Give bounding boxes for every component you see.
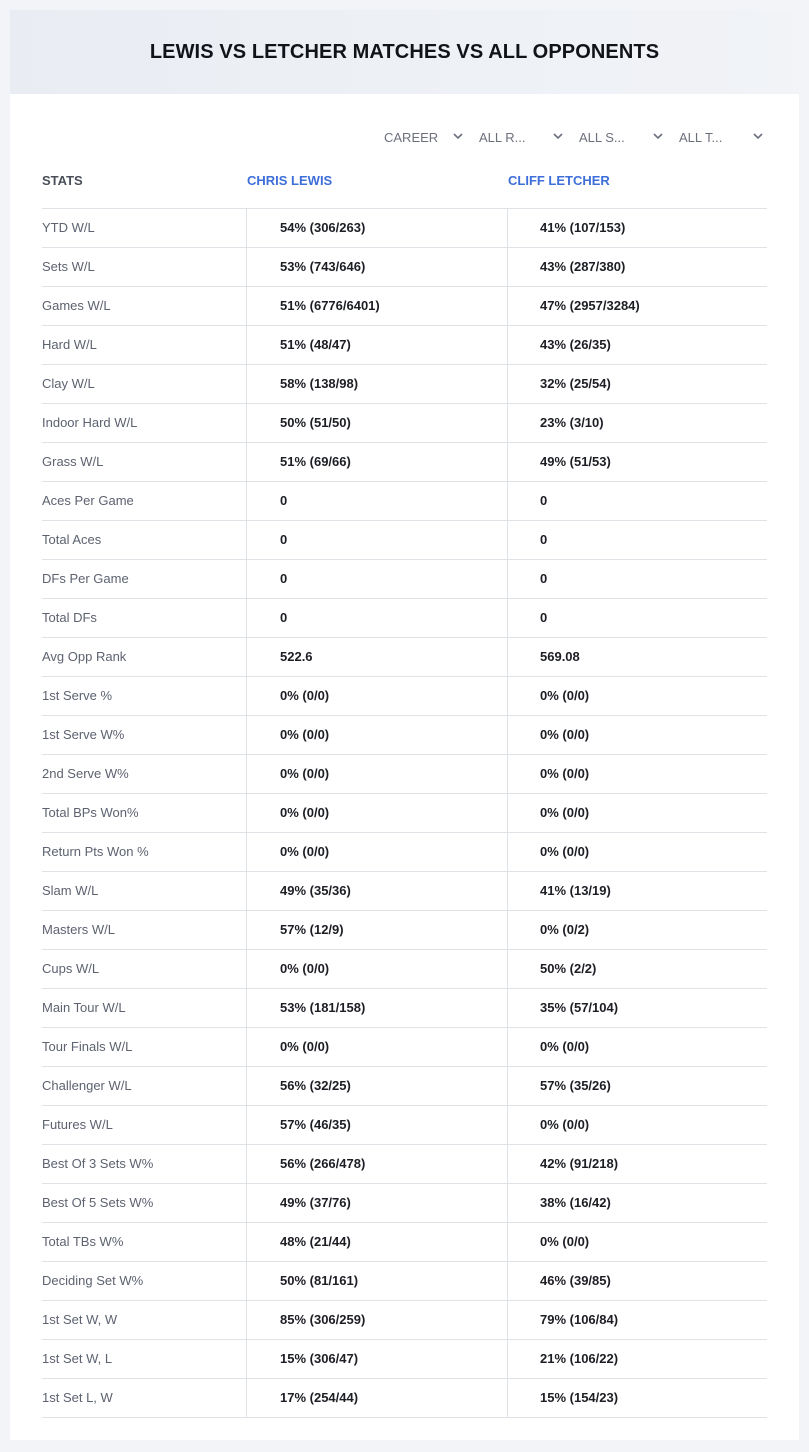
player1-value: 85% (306/259) — [280, 1312, 366, 1327]
stat-label: Total BPs Won% — [42, 805, 139, 820]
filter-period-select[interactable] — [384, 126, 464, 148]
player2-value: 569.08 — [540, 649, 580, 664]
stat-label: Deciding Set W% — [42, 1273, 144, 1288]
table-row — [42, 521, 767, 560]
player1-value: 53% (743/646) — [280, 259, 366, 274]
chevron-down-icon — [752, 130, 764, 142]
table-row — [42, 365, 767, 404]
player1-value: 0% (0/0) — [280, 1039, 330, 1054]
table-row — [42, 1145, 767, 1184]
stat-label: Futures W/L — [42, 1117, 113, 1132]
table-row — [42, 950, 767, 989]
player1-value: 50% (81/161) — [280, 1273, 359, 1288]
stat-label: 1st Set W, L — [42, 1351, 113, 1366]
player2-value: 42% (91/218) — [540, 1156, 619, 1171]
player1-value: 49% (35/36) — [280, 883, 351, 898]
chevron-down-icon — [452, 130, 464, 142]
player2-value: 43% (26/35) — [540, 337, 611, 352]
player1-value: 0 — [280, 571, 288, 586]
table-row — [42, 1340, 767, 1379]
player1-value: 0% (0/0) — [280, 688, 330, 703]
table-row — [42, 599, 767, 638]
player2-value: 43% (287/380) — [540, 259, 626, 274]
page-title: LEWIS VS LETCHER MATCHES VS ALL OPPONENTS — [149, 40, 660, 63]
player2-value: 0 — [540, 532, 548, 547]
filter-surface-label: ALL S... — [579, 129, 625, 145]
player1-value: 58% (138/98) — [280, 376, 359, 391]
stat-label: Total Aces — [42, 532, 102, 547]
filter-period-label: CAREER — [384, 129, 439, 145]
player1-value: 56% (266/478) — [280, 1156, 366, 1171]
table-row — [42, 872, 767, 911]
player2-value: 47% (2957/3284) — [540, 298, 640, 313]
player2-value: 0 — [540, 610, 548, 625]
column-header-player2[interactable]: CLIFF LETCHER — [508, 173, 610, 188]
stat-label: Challenger W/L — [42, 1078, 132, 1093]
stats-card — [10, 10, 799, 1440]
player2-value: 0% (0/0) — [540, 688, 590, 703]
player2-value: 0% (0/0) — [540, 1117, 590, 1132]
filter-round-select[interactable] — [479, 126, 564, 148]
player2-value: 23% (3/10) — [540, 415, 604, 430]
stat-label: Aces Per Game — [42, 493, 134, 508]
stat-label: 1st Serve % — [42, 688, 113, 703]
stat-label: Sets W/L — [42, 259, 95, 274]
player1-value: 50% (51/50) — [280, 415, 351, 430]
stat-label: DFs Per Game — [42, 571, 129, 586]
player1-value: 0 — [280, 532, 288, 547]
table-row — [42, 443, 767, 482]
filter-round-label: ALL R... — [479, 129, 526, 145]
player2-value: 0% (0/0) — [540, 1234, 590, 1249]
table-row — [42, 326, 767, 365]
player1-value: 49% (37/76) — [280, 1195, 351, 1210]
player2-value: 0% (0/0) — [540, 805, 590, 820]
player2-value: 15% (154/23) — [540, 1390, 619, 1405]
stat-label: Masters W/L — [42, 922, 115, 937]
stat-label: 2nd Serve W% — [42, 766, 129, 781]
table-row — [42, 1028, 767, 1067]
player2-value: 32% (25/54) — [540, 376, 611, 391]
stat-label: Cups W/L — [42, 961, 100, 976]
player1-value: 48% (21/44) — [280, 1234, 351, 1249]
stat-label: Avg Opp Rank — [42, 649, 127, 664]
stat-label: Tour Finals W/L — [42, 1039, 133, 1054]
column-header-player1[interactable]: CHRIS LEWIS — [247, 173, 333, 188]
column-header-stats: STATS — [42, 173, 83, 188]
table-row — [42, 482, 767, 521]
player1-value: 0 — [280, 610, 288, 625]
player1-value: 15% (306/47) — [280, 1351, 359, 1366]
stats-table — [42, 208, 767, 1418]
stat-label: Indoor Hard W/L — [42, 415, 138, 430]
player2-value: 0% (0/0) — [540, 727, 590, 742]
filter-bar — [10, 126, 799, 148]
stat-label: Main Tour W/L — [42, 1000, 126, 1015]
filter-tournament-label: ALL T... — [679, 129, 723, 145]
stat-label: 1st Set L, W — [42, 1390, 113, 1405]
table-row — [42, 755, 767, 794]
player1-value: 54% (306/263) — [280, 220, 366, 235]
player2-value: 0 — [540, 493, 548, 508]
table-row — [42, 287, 767, 326]
table-row — [42, 209, 767, 248]
table-row — [42, 989, 767, 1028]
player2-value: 35% (57/104) — [540, 1000, 619, 1015]
stat-label: Best Of 3 Sets W% — [42, 1156, 154, 1171]
chevron-down-icon — [552, 130, 564, 142]
table-row — [42, 833, 767, 872]
player1-value: 51% (6776/6401) — [280, 298, 380, 313]
player1-value: 53% (181/158) — [280, 1000, 366, 1015]
stat-label: Clay W/L — [42, 376, 95, 391]
player2-value: 49% (51/53) — [540, 454, 611, 469]
filter-surface-select[interactable] — [579, 126, 664, 148]
filter-tournament-select[interactable] — [679, 126, 764, 148]
player1-value: 57% (46/35) — [280, 1117, 351, 1132]
table-row — [42, 404, 767, 443]
stat-label: 1st Serve W% — [42, 727, 125, 742]
player1-value: 57% (12/9) — [280, 922, 344, 937]
player1-value: 56% (32/25) — [280, 1078, 351, 1093]
player1-value: 0% (0/0) — [280, 805, 330, 820]
player2-value: 21% (106/22) — [540, 1351, 619, 1366]
stat-label: 1st Set W, W — [42, 1312, 118, 1327]
table-row — [42, 677, 767, 716]
player2-value: 41% (13/19) — [540, 883, 611, 898]
player2-value: 0 — [540, 571, 548, 586]
stat-label: Best Of 5 Sets W% — [42, 1195, 154, 1210]
stat-label: Total DFs — [42, 610, 97, 625]
table-row — [42, 911, 767, 950]
stat-label: Grass W/L — [42, 454, 104, 469]
player2-value: 57% (35/26) — [540, 1078, 611, 1093]
player2-value: 79% (106/84) — [540, 1312, 619, 1327]
chevron-down-icon — [652, 130, 664, 142]
table-row — [42, 716, 767, 755]
stat-label: Slam W/L — [42, 883, 99, 898]
player2-value: 50% (2/2) — [540, 961, 597, 976]
player1-value: 0% (0/0) — [280, 766, 330, 781]
player1-value: 0% (0/0) — [280, 844, 330, 859]
stat-label: Total TBs W% — [42, 1234, 124, 1249]
player2-value: 41% (107/153) — [540, 220, 626, 235]
player2-value: 0% (0/0) — [540, 844, 590, 859]
table-row — [42, 1301, 767, 1340]
stat-label: Return Pts Won % — [42, 844, 149, 859]
player2-value: 46% (39/85) — [540, 1273, 611, 1288]
player2-value: 0% (0/0) — [540, 766, 590, 781]
stat-label: YTD W/L — [42, 220, 95, 235]
table-row — [42, 248, 767, 287]
stat-label: Hard W/L — [42, 337, 97, 352]
table-row — [42, 1379, 767, 1418]
table-row — [42, 1106, 767, 1145]
stat-label: Games W/L — [42, 298, 111, 313]
table-row — [42, 638, 767, 677]
player1-value: 522.6 — [280, 649, 313, 664]
player1-value: 0 — [280, 493, 288, 508]
table-row — [42, 1184, 767, 1223]
table-row — [42, 1223, 767, 1262]
player1-value: 0% (0/0) — [280, 727, 330, 742]
table-row — [42, 560, 767, 599]
table-row — [42, 794, 767, 833]
player2-value: 38% (16/42) — [540, 1195, 611, 1210]
player1-value: 0% (0/0) — [280, 961, 330, 976]
player1-value: 17% (254/44) — [280, 1390, 359, 1405]
card-header — [10, 10, 799, 94]
player1-value: 51% (69/66) — [280, 454, 351, 469]
player2-value: 0% (0/0) — [540, 1039, 590, 1054]
player1-value: 51% (48/47) — [280, 337, 351, 352]
table-row — [42, 1067, 767, 1106]
table-row — [42, 1262, 767, 1301]
player2-value: 0% (0/2) — [540, 922, 590, 937]
